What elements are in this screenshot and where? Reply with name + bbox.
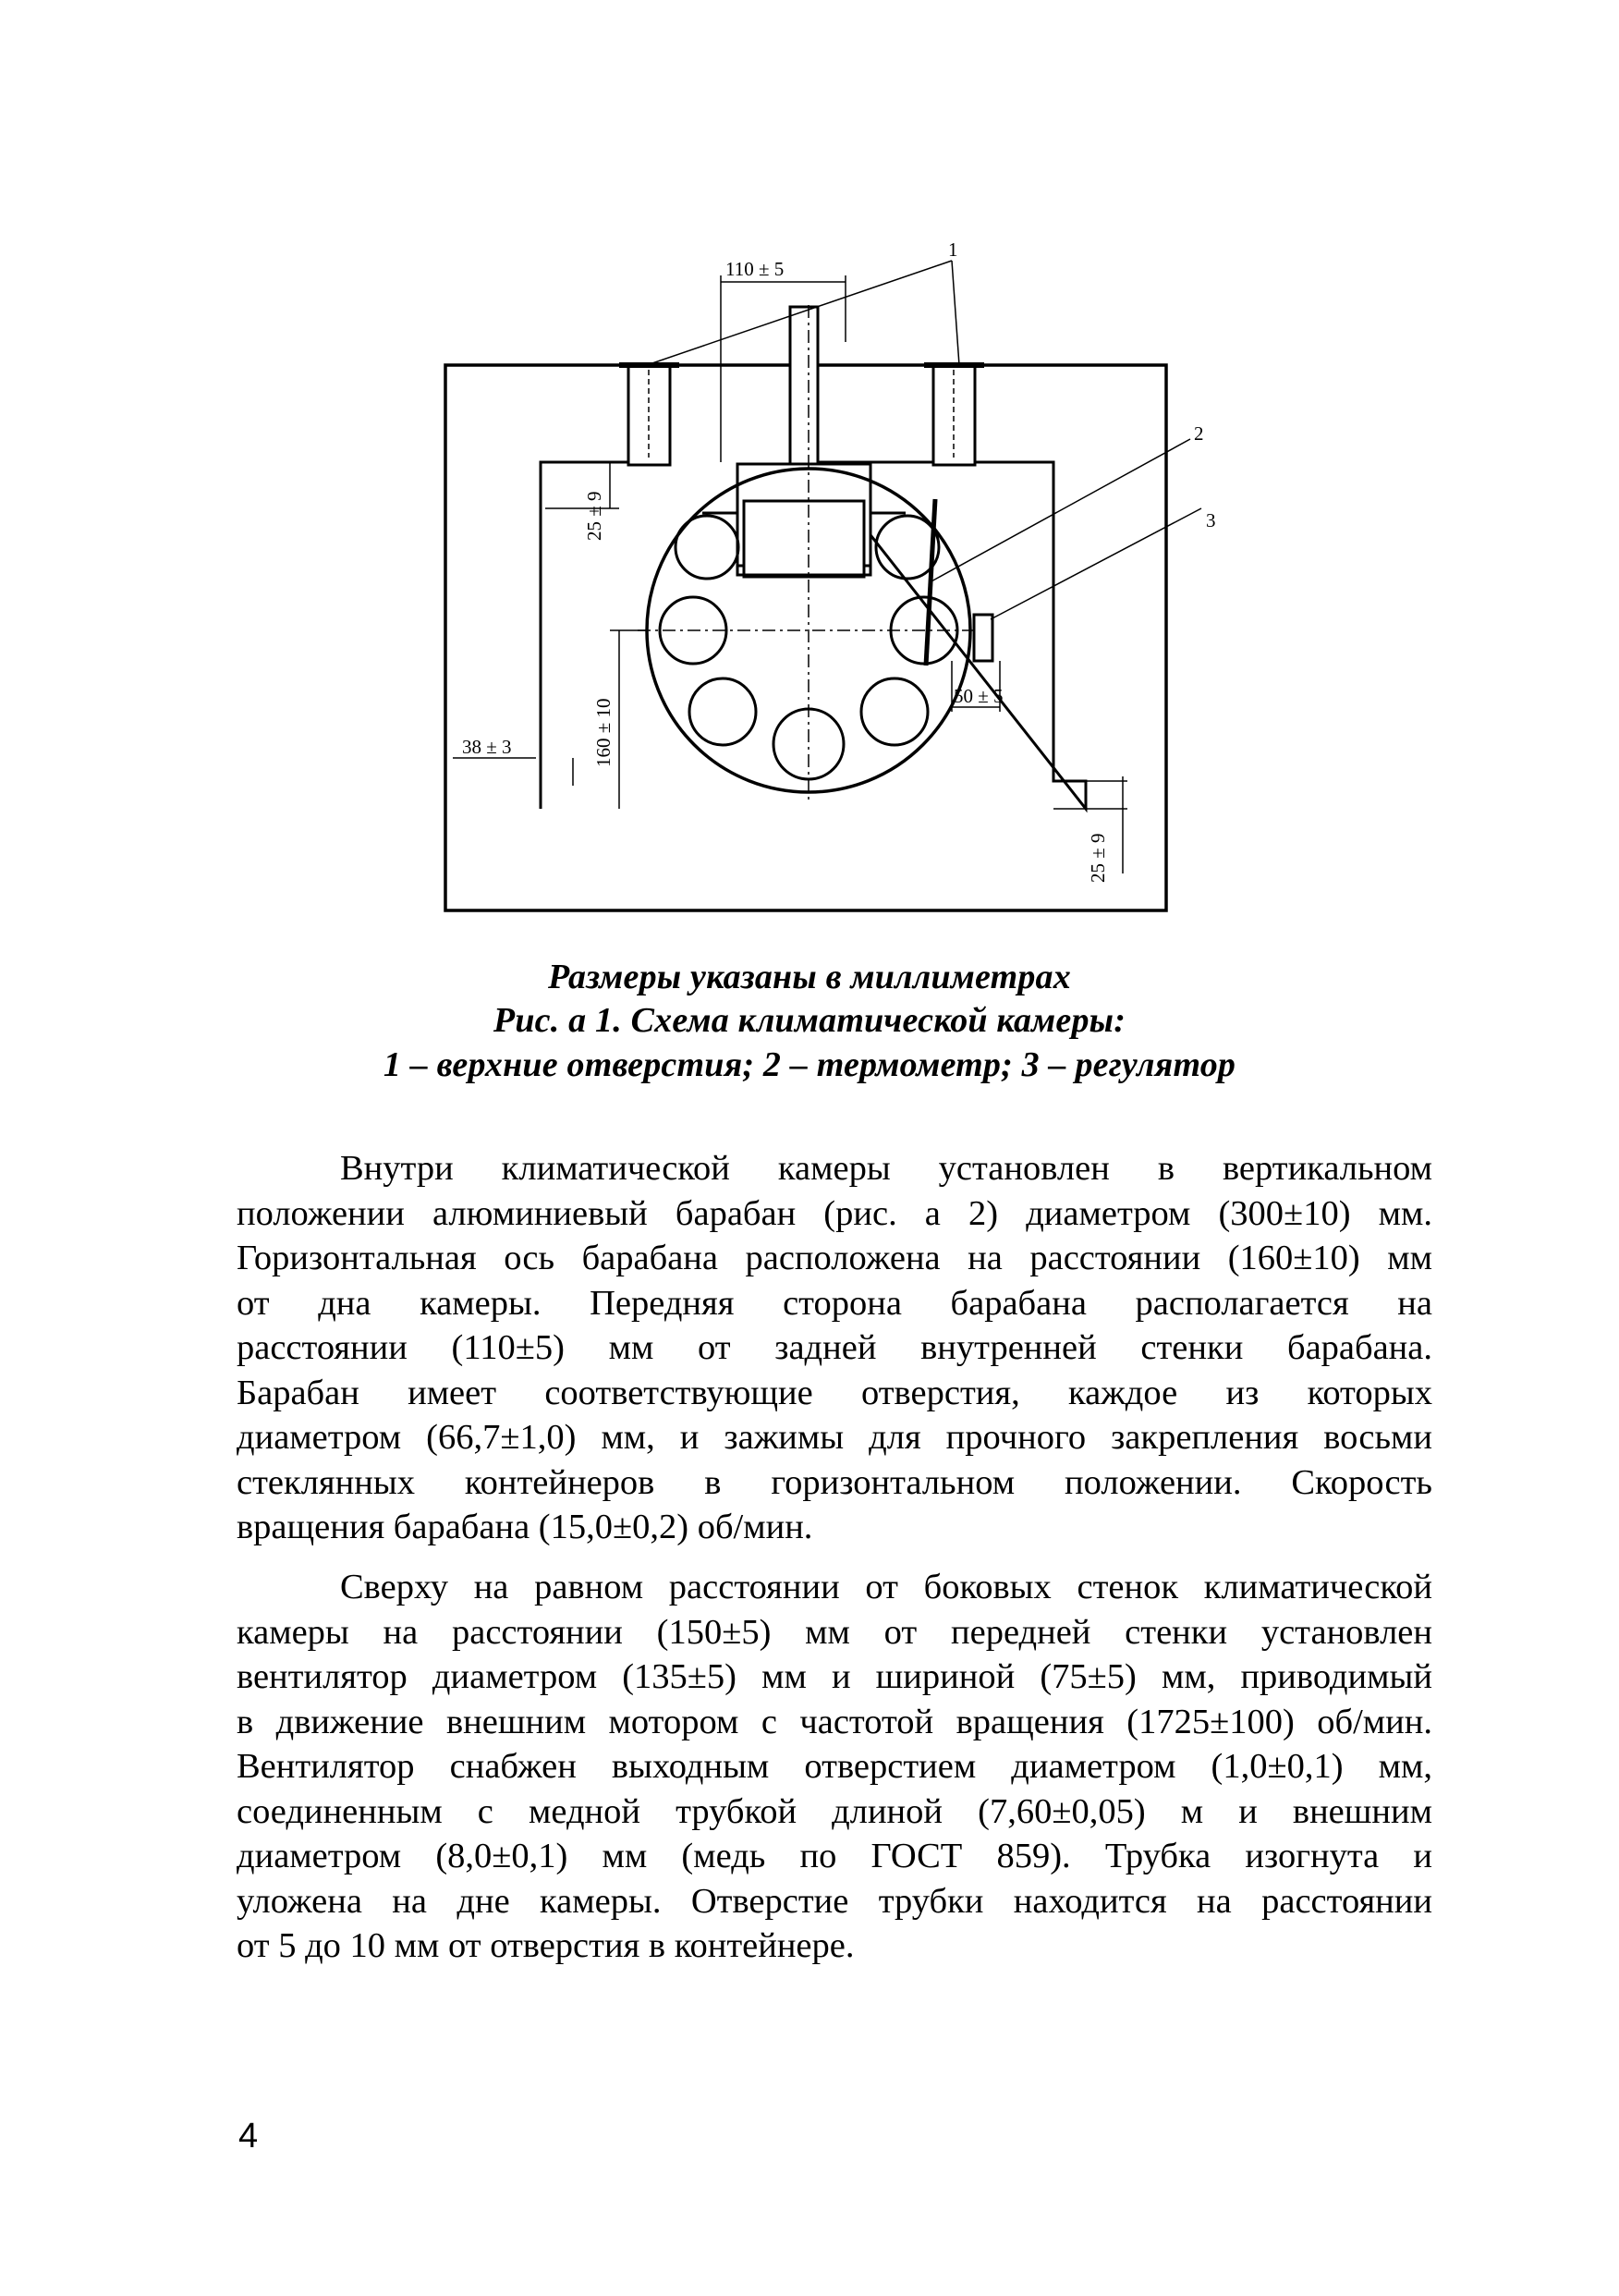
- dim-height: 160 ± 10: [592, 698, 615, 767]
- container-hole: [689, 678, 756, 745]
- container-hole: [861, 678, 928, 745]
- figure-title: Рис. а 1. Схема климатической камеры:: [493, 1001, 1126, 1040]
- top-hole-left: [619, 365, 679, 465]
- text-line: соединенным с медной трубкой длиной (7,60±0,05) м и внешним: [237, 1791, 1432, 1831]
- container-hole: [773, 709, 844, 779]
- text-line: вентилятор диаметром (135±5) мм и шириной (75±5) мм, приводимый: [237, 1657, 1432, 1696]
- callout-1-label: 1: [948, 238, 958, 261]
- callout-2-label: 2: [1194, 422, 1204, 445]
- text-line: уложена на дне камеры. Отверстие трубки находится на расстоянии: [237, 1881, 1432, 1921]
- figure-legend: 1 – верхние отверстия; 2 – термометр; 3 – регулятор: [383, 1045, 1236, 1084]
- text-line: Горизонтальная ось барабана расположена на расстоянии (160±10) мм: [237, 1239, 1432, 1277]
- text-line: от дна камеры. Передняя сторона барабана располагается на: [237, 1283, 1432, 1323]
- paragraph-1: [237, 1146, 1432, 1550]
- dim-top: 110 ± 5: [725, 258, 785, 280]
- text-line: Внутри климатической камеры установлен в вертикальном: [340, 1149, 1432, 1188]
- container-hole: [676, 516, 738, 579]
- text-line: диаметром (8,0±0,1) мм (медь по ГОСТ 859). Трубка изогнута и: [237, 1837, 1432, 1875]
- dim-bottom: 25 ± 9: [1087, 833, 1109, 883]
- callout-3-label: 3: [1206, 509, 1216, 531]
- figure-units-note: Размеры указаны в миллиметрах: [548, 958, 1071, 996]
- dim-left-top: 25 ± 9: [583, 491, 605, 541]
- text-line: положении алюминиевый барабан (рис. а 2) диаметром (300±10) мм.: [237, 1193, 1432, 1233]
- climate-chamber-diagram: [425, 231, 1238, 934]
- text-line: Барабан имеет соответствующие отверстия, каждое из которых: [237, 1373, 1432, 1412]
- text-line: вращения барабана (15,0±0,2) об/мин.: [237, 1508, 813, 1546]
- text-line: камеры на расстоянии (150±5) мм от передней стенки установлен: [237, 1612, 1432, 1652]
- text-line: в движение внешним мотором с частотой вращения (1725±100) об/мин.: [237, 1702, 1432, 1741]
- page-number: 4: [238, 2117, 259, 2156]
- text-line: диаметром (66,7±1,0) мм, и зажимы для прочного закрепления восьми: [237, 1418, 1432, 1457]
- dim-left: 38 ± 3: [462, 736, 512, 758]
- dim-right: 50 ± 5: [954, 685, 1004, 707]
- text-line: Сверху на равном расстоянии от боковых стенок климатической: [340, 1568, 1432, 1606]
- text-line: от 5 до 10 мм от отверстия в контейнере.: [237, 1926, 855, 1965]
- text-line: Вентилятор снабжен выходным отверстием диаметром (1,0±0,1) мм,: [237, 1747, 1432, 1786]
- regulator: [974, 615, 992, 661]
- text-line: стеклянных контейнеров в горизонтальном положении. Скорость: [237, 1462, 1432, 1502]
- paragraph-2: [237, 1565, 1432, 1969]
- text-line: расстоянии (110±5) мм от задней внутренней стенки барабана.: [237, 1328, 1432, 1367]
- top-hole-right: [924, 365, 984, 465]
